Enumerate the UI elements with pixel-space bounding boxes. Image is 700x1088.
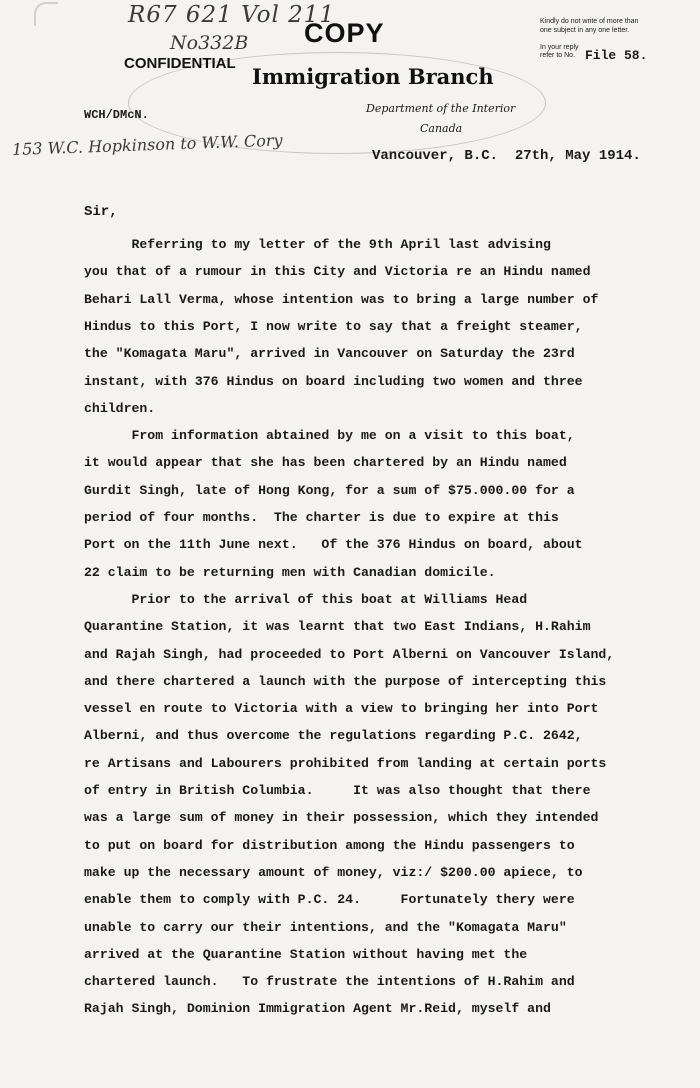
letter-line: Hindus to this Port, I now write to say that a freight steamer, [84,318,583,334]
letter-line: and there chartered a launch with the purpose of intercepting this [84,673,607,689]
letter-line: you that of a rumour in this City and Victoria re an Hindu named [84,264,591,280]
handwritten-margin-note: 153 W.C. Hopkinson to W.W. Cory [11,130,283,159]
notice-text: Kindly do not write of more than [540,18,639,25]
corner-mark [34,2,58,26]
letter-date: Vancouver, B.C. 27th, May 1914. [372,148,641,164]
letter-line: was a large sum of money in their possession, which they intended [84,810,599,826]
letter-line: of entry in British Columbia. It was also thought that there [84,783,591,798]
letter-line: Rajah Singh, Dominion Immigration Agent Mr.Reid, myself and [84,1001,551,1017]
confidential-stamp: CONFIDENTIAL [124,55,236,72]
letter-line: Behari Lall Verma, whose intention was to bring a large number of [84,291,599,307]
reply-instruction: In your reply [540,44,579,51]
letter-line: Prior to the arrival of this boat at Williams Head [84,591,528,607]
letter-line: Referring to my letter of the 9th April last advising [84,237,551,252]
letter-line: Port on the 11th June next. Of the 376 Hindus on board, about [84,537,583,553]
letter-line: to put on board for distribution among the Hindu passengers to [84,837,575,853]
letter-line: chartered launch. To frustrate the intentions of H.Rahim and [84,974,575,990]
letter-line: re Artisans and Labourers prohibited from landing at certain ports [84,755,607,771]
letterhead-title: Immigration Branch [252,64,494,89]
letter-line: instant, with 376 Hindus on board including two women and three [84,373,583,389]
letter-line: vessel en route to Victoria with a view to bringing her into Port [84,701,599,717]
letter-line: period of four months. The charter is due to expire at this [84,510,559,525]
letter-line: Gurdit Singh, late of Hong Kong, for a sum of $75.000.00 for a [84,482,575,498]
salutation: Sir, [84,204,118,220]
letterhead-department: Department of the Interior [366,102,516,115]
file-number: File 58. [585,48,648,63]
letterhead-country: Canada [420,122,463,135]
letter-line: make up the necessary amount of money, viz:/ $200.00 apiece, to [84,864,583,880]
letter-line: unable to carry our their intentions, and the "Komagata Maru" [84,919,567,935]
copy-stamp: COPY [304,18,385,48]
letter-line: the "Komagata Maru", arrived in Vancouver on Saturday the 23rd [84,346,575,362]
letter-line: and Rajah Singh, had proceeded to Port Alberni on Vancouver Island, [84,646,615,662]
letter-line: Alberni, and thus overcome the regulations regarding P.C. 2642, [84,728,583,744]
letter-line: Quarantine Station, it was learnt that two East Indians, H.Rahim [84,619,591,635]
archive-reference: R67 621 Vol 211 [128,2,336,28]
notice-text: one subject in any one letter. [540,27,630,34]
archive-reference-number: No332B [170,32,249,54]
reply-instruction: refer to No. [540,52,576,59]
letter-line: From information abtained by me on a visit to this boat, [84,428,575,444]
letter-line: it would appear that she has been chartered by an Hindu named [84,455,567,471]
letter-line: arrived at the Quarantine Station without having met the [84,946,528,962]
letter-line: children. [84,400,156,416]
letter-line: 22 claim to be returning men with Canadian domicile. [84,564,496,580]
letter-line: enable them to comply with P.C. 24. Fortunately thery were [84,892,575,908]
reference-initials: WCH/DMcN. [84,108,149,122]
